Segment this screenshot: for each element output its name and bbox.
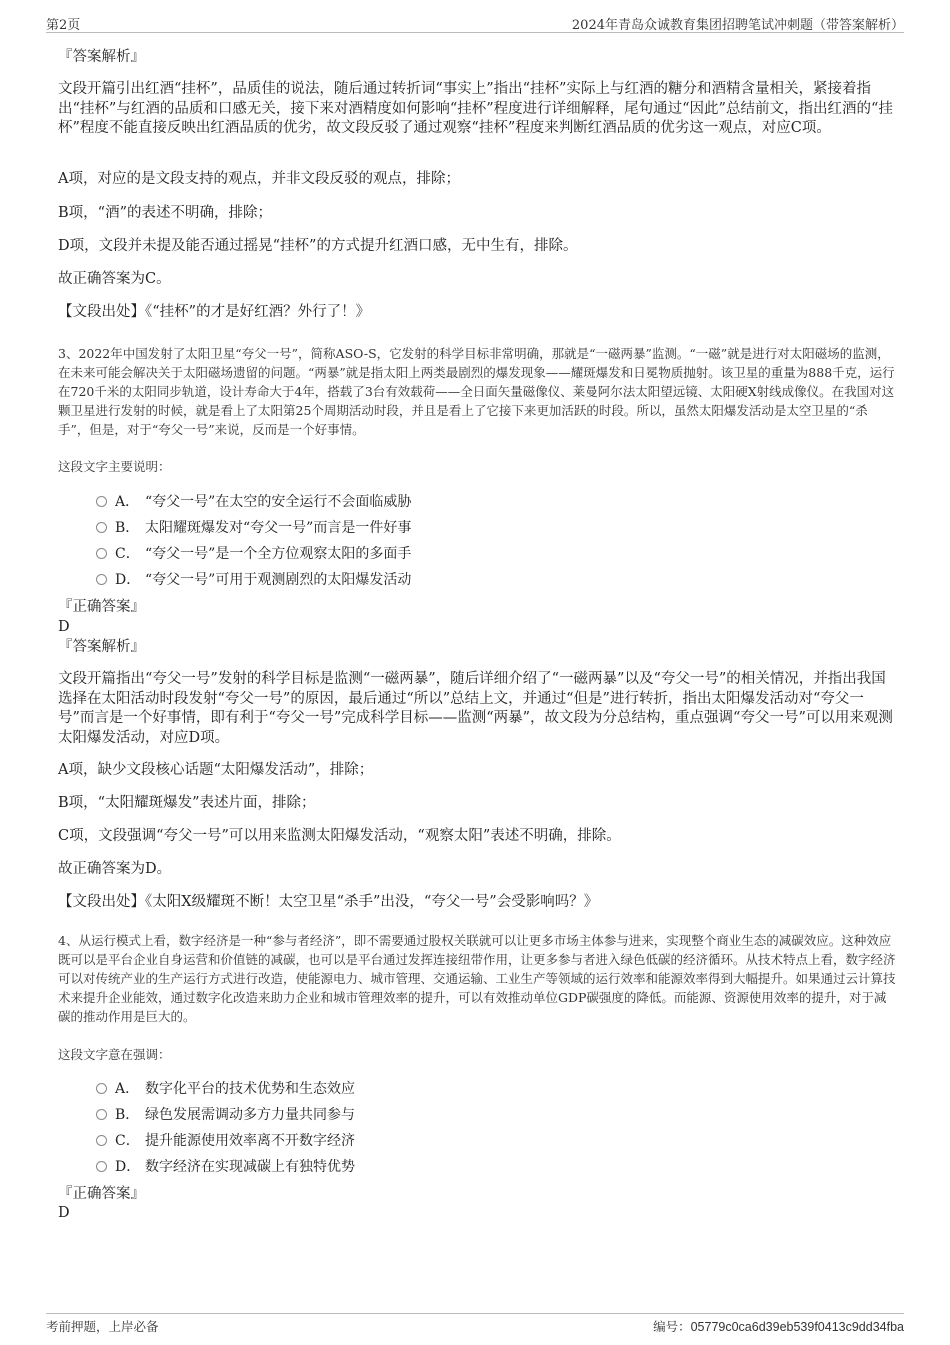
radio-icon[interactable] [96,522,107,533]
q3-analysis-a: A项，缺少文段核心话题“太阳爆发活动”，排除； [58,762,374,778]
q2-analysis-text: 文段开篇引出红酒“挂杯”，品质佳的说法，随后通过转折词“事实上”指出“挂杯”实际上与红酒的糖分和酒精含量相关，紧接着指出“挂杯”与红酒的品质和口感无关，接下来对酒精度如何影响“挂杯”程度进行详细解释，尾句通过“因此”总结前文，指出红酒的“挂杯”程度不能直接反映出红酒品质的优劣，故文段反驳了通过观察“挂杯”程度来判断红酒品质的优劣这一观点，对应C项。 [58,81,893,136]
q3-option-d[interactable]: D． “夸父一号”可用于观测剧烈的太阳爆发活动 [96,570,411,590]
q2-conclusion: 故正确答案为C。 [58,271,171,287]
q3-prompt: 这段文字主要说明： [58,459,171,474]
page-number: 第2页 [46,18,81,33]
q2-analysis-a: A项，对应的是文段支持的观点，并非文段反驳的观点，排除； [58,171,460,187]
radio-icon[interactable] [96,548,107,559]
q4-answer: D [58,1205,70,1221]
q3-conclusion: 故正确答案为D。 [58,861,172,877]
q4-prompt: 这段文字意在强调： [58,1047,171,1062]
q3-answer: D [58,619,70,635]
q2-analysis-label: 『答案解析』 [58,49,145,65]
q3-source: 【文段出处】《太阳X级耀斑不断！太空卫星“杀手”出没，“夸父一号”会受影响吗？》 [58,894,599,910]
page-header [46,14,904,33]
q3-analysis-c: C项，文段强调“夸父一号”可以用来监测太阳爆发活动，“观察太阳”表述不明确，排除。 [58,828,621,844]
radio-icon[interactable] [96,1161,107,1172]
q4-option-d[interactable]: D． 数字经济在实现减碳上有独特优势 [96,1157,355,1177]
page-footer [46,1313,904,1334]
radio-icon[interactable] [96,496,107,507]
q4-option-c[interactable]: C． 提升能源使用效率离不开数字经济 [96,1131,355,1151]
q3-analysis-b: B项，“太阳耀斑爆发”表述片面，排除； [58,795,316,811]
footer-slogan: 考前押题，上岸必备 [46,1319,159,1334]
q3-analysis-label: 『答案解析』 [58,639,145,655]
q4-answer-label: 『正确答案』 [58,1186,145,1202]
q3-question-text: 3、2022年中国发射了太阳卫星“夸父一号”，简称ASO-S，它发射的科学目标非常明确，那就是“一磁两暴”监测。“一磁”就是进行对太阳磁场的监测，在未来可能会解决关于太阳磁场遗留的问题。“两暴”就是指太阳上两类最剧烈的爆发现象——耀斑爆发和日冕物质抛射。该卫星的重量为888千克，运行在720千米的太阳同步轨道，设计寿命大于4年，搭载了3台有效载荷——全日面矢量磁像仪、莱曼阿尔法太阳望远镜、太阳硬X射线成像仪。在我国对这颗卫星进行发射的时候，就是看上了太阳第25个周期活动时段，并且是看上了它接下来更加活跃的时段。所以，虽然太阳爆发活动是太空卫星的“杀手”，但是，对于“夸父一号”来说，反而是一个好事情。 [58,346,895,437]
radio-icon[interactable] [96,574,107,585]
q3-option-b[interactable]: B． 太阳耀斑爆发对“夸父一号”而言是一件好事 [96,518,411,538]
q3-option-a[interactable]: A． “夸父一号”在太空的安全运行不会面临威胁 [96,492,411,512]
document-title: 2024年青岛众诚教育集团招聘笔试冲刺题（带答案解析） [571,18,904,33]
radio-icon[interactable] [96,1135,107,1146]
q3-answer-label: 『正确答案』 [58,599,145,615]
q3-analysis-text: 文段开篇指出“夸父一号”发射的科学目标是监测“一磁两暴”，随后详细介绍了“一磁两暴”以及“夸父一号”的相关情况，并指出我国选择在太阳活动时段发射“夸父一号”的原因，最后通过“所以”总结上文，并通过“但是”进行转折，指出太阳爆发活动对“夸父一号”而言是一个好事情，即有利于“夸父一号”完成科学目标——监测“两暴”，故文段为分总结构，重点强调“夸父一号”可以用来观测太阳爆发活动，对应D项。 [58,671,893,746]
q2-analysis-b: B项，“酒”的表述不明确，排除； [58,205,272,221]
radio-icon[interactable] [96,1083,107,1094]
q2-analysis-d: D项，文段并未提及能否通过摇晃“挂杯”的方式提升红酒口感，无中生有，排除。 [58,238,578,254]
q3-option-c[interactable]: C． “夸父一号”是一个全方位观察太阳的多面手 [96,544,411,564]
q2-source: 【文段出处】《“挂杯”的才是好红酒？外行了！》 [58,304,371,320]
document-id: 编号：05779c0ca6d39eb539f0413c9dd34fba [653,1320,904,1334]
q4-question-text: 4、从运行模式上看，数字经济是一种“参与者经济”，即不需要通过股权关联就可以让更多市场主体参与进来，实现整个商业生态的减碳效应。这种效应既可以是平台企业自身运营和价值链的减碳，也可以是平台通过发挥连接纽带作用，让更多参与者进入绿色低碳的经济循环。从技术特点上看，数字经济可以对传统产业的生产运行方式进行改造，使能源电力、城市管理、交通运输、工业生产等领域的运行效率和能源效率得到大幅提升。如果通过云计算技术来提升企业能效，通过数字化改造来助力企业和城市管理效率的提升，可以有效推动单位GDP碳强度的降低。而能源、资源使用效率的提升，对于减碳的推动作用是巨大的。 [58,933,896,1024]
radio-icon[interactable] [96,1109,107,1120]
q4-option-b[interactable]: B． 绿色发展需调动多方力量共同参与 [96,1105,355,1125]
q4-option-a[interactable]: A． 数字化平台的技术优势和生态效应 [96,1079,355,1099]
